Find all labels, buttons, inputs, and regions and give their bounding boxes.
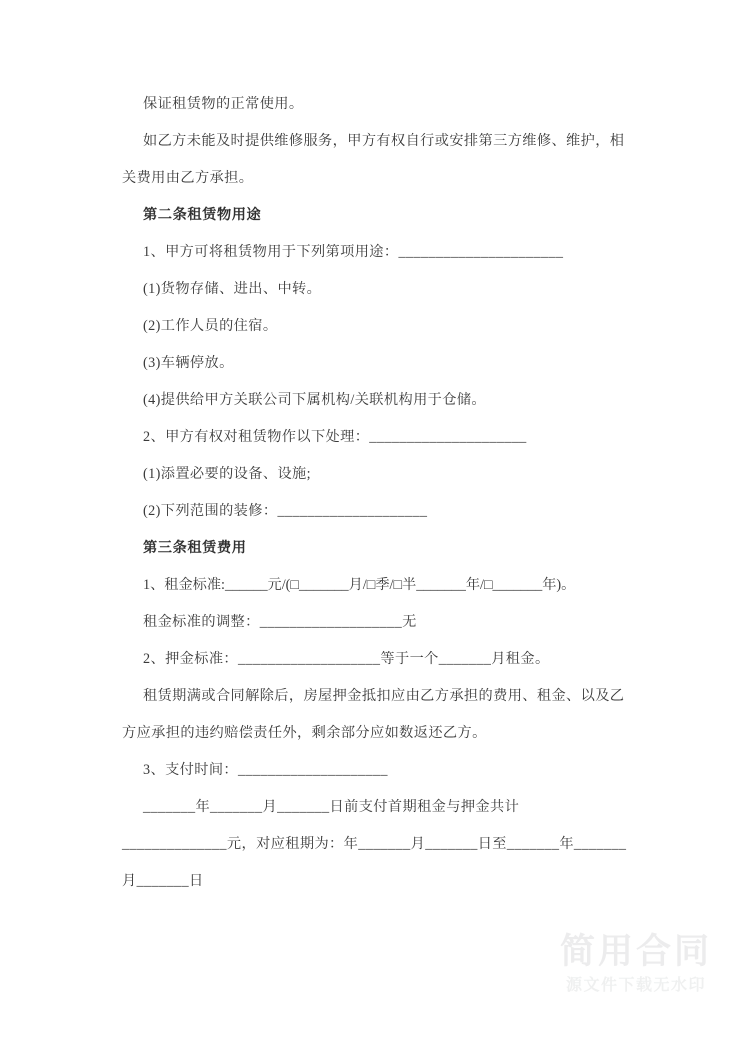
- clause-item-line: (3)车辆停放。: [143, 355, 234, 371]
- deposit-standard-line: 2、押金标准：___________________等于一个_______月租金。: [143, 651, 550, 667]
- paragraph-line: 保证租赁物的正常使用。: [143, 96, 304, 112]
- paragraph-line: 租赁期满或合同解除后，房屋押金抵扣应由乙方承担的费用、租金、以及乙: [143, 688, 625, 704]
- clause-line: 1、甲方可将租赁物用于下列第项用途：______________________: [143, 244, 564, 260]
- clause-item-line: (4)提供给甲方关联公司下属机构/关联机构用于仓储。: [143, 392, 487, 408]
- clause-item-line: (2)下列范围的装修：____________________: [143, 503, 428, 519]
- paragraph-line: 方应承担的违约赔偿责任外，剩余部分应如数返还乙方。: [122, 725, 487, 741]
- section-heading-article-3: 第三条租赁费用: [143, 540, 247, 556]
- paragraph-line: 关费用由乙方承担。: [122, 170, 254, 186]
- clause-item-line: (1)货物存储、进出、中转。: [143, 281, 322, 297]
- clause-item-line: (1)添置必要的设备、设施;: [143, 466, 311, 482]
- rent-standard-line: 1、租金标准:______元/(□_______月/□季/□半_______年/□_______年)。: [143, 577, 576, 593]
- payment-period-end-line: 月_______日: [122, 873, 204, 889]
- rent-adjustment-line: 租金标准的调整：___________________无: [143, 614, 417, 630]
- document-body: [122, 86, 627, 900]
- payment-time-line: 3、支付时间：____________________: [143, 762, 388, 778]
- clause-line: 2、甲方有权对租赁物作以下处理：_____________________: [143, 429, 527, 445]
- watermark-subtitle: 源文件下载无水印: [565, 976, 706, 994]
- section-heading-article-2: 第二条租赁物用途: [143, 207, 262, 223]
- payment-date-line: _______年_______月_______日前支付首期租金与押金共计: [143, 799, 520, 815]
- paragraph-line: 如乙方未能及时提供维修服务，甲方有权自行或安排第三方维修、维护，相: [143, 133, 625, 149]
- payment-amount-line: ______________元，对应租期为：年_______月_______日至_______年_______: [122, 836, 627, 852]
- watermark-title: 简用合同: [559, 932, 712, 972]
- clause-item-line: (2)工作人员的住宿。: [143, 318, 278, 334]
- watermark: [560, 932, 712, 997]
